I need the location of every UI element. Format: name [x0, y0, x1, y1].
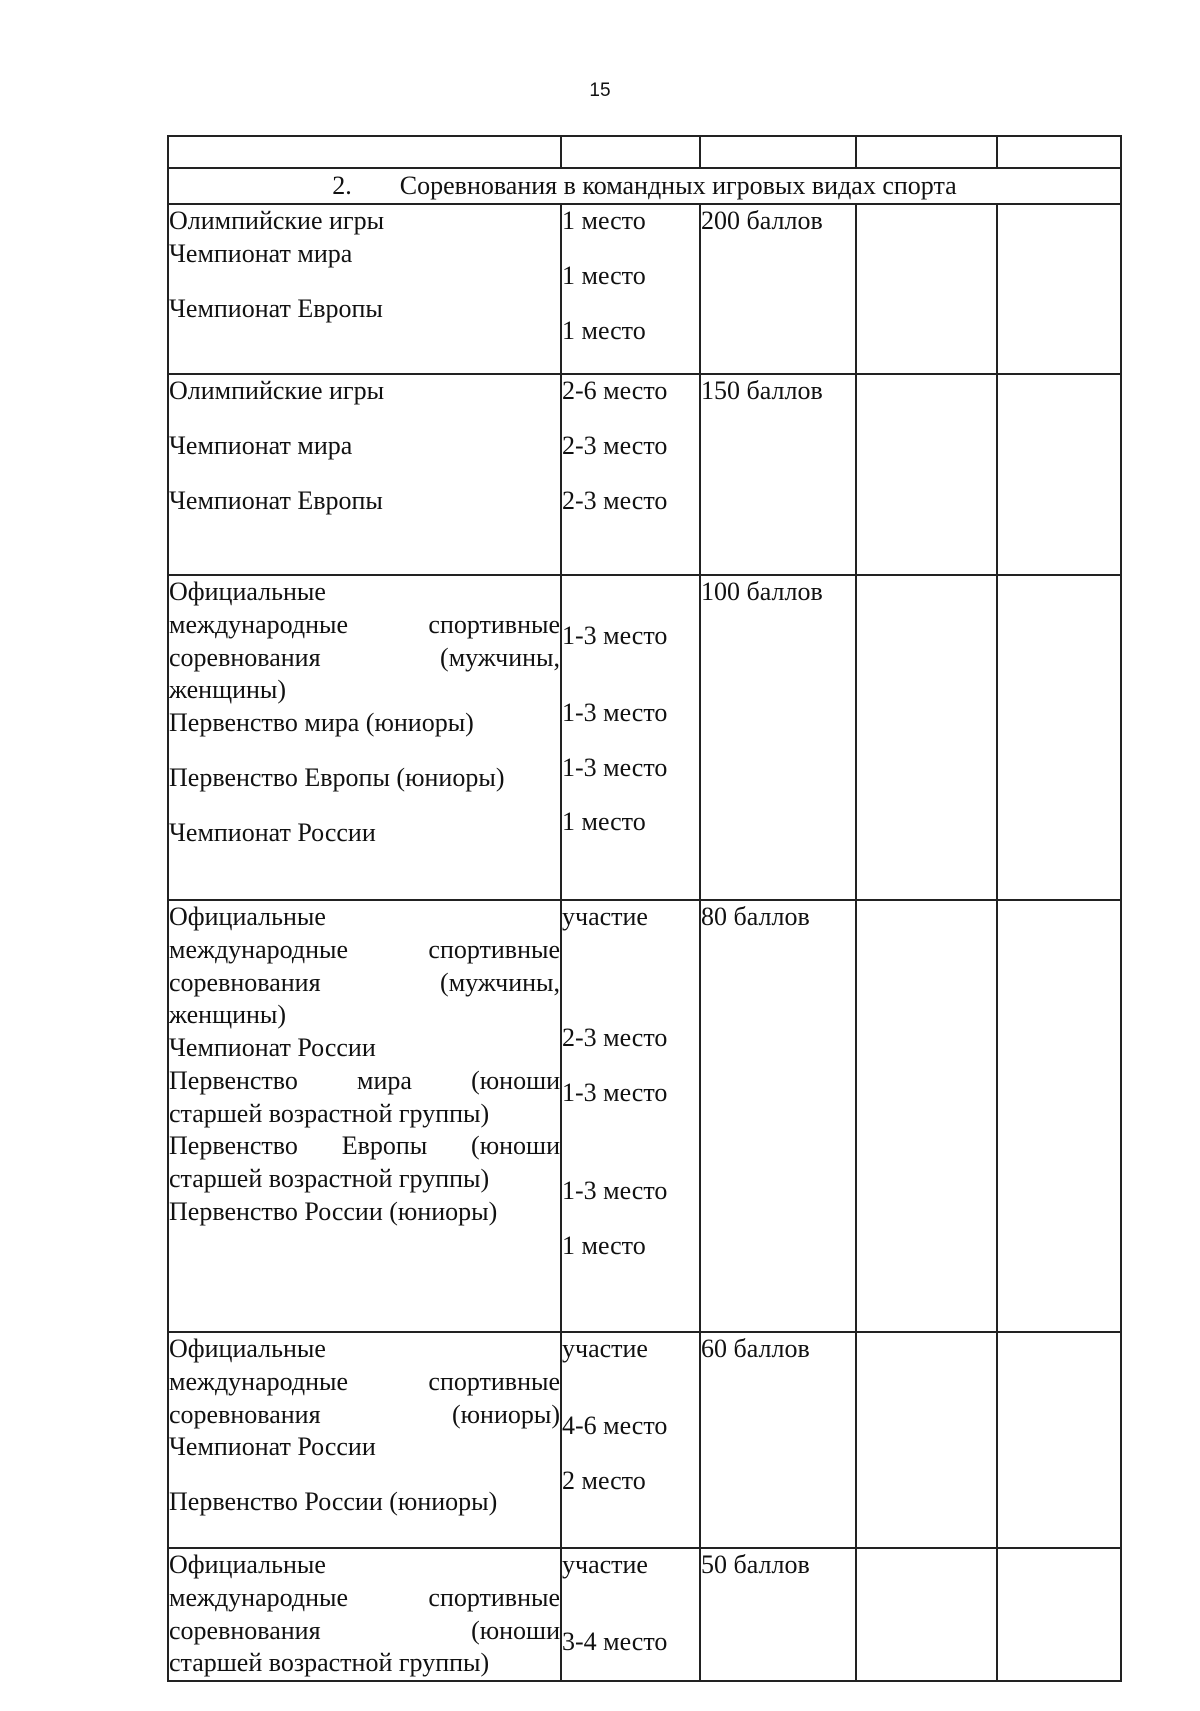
competition-name: Чемпионат мира: [169, 238, 353, 268]
competition-name: Официальные: [169, 577, 326, 606]
page-number: 15: [589, 80, 611, 101]
competition-name: старшей возрастной группы): [169, 1648, 490, 1678]
table-row: [168, 204, 1121, 374]
competition-name: международные спортивные: [169, 1582, 560, 1612]
competition-name: Чемпионат России: [169, 817, 376, 847]
points-cell: [700, 374, 856, 575]
place-cell: [561, 900, 700, 1332]
place-value: 4-6 место: [562, 1410, 668, 1440]
competition-name: Первенство мира (юниоры): [169, 708, 474, 737]
place-cell: [561, 374, 700, 575]
empty-cell: [997, 1332, 1121, 1548]
empty-cell: [856, 575, 997, 900]
empty-cell: [856, 1332, 997, 1548]
place-value: 2 место: [562, 1465, 646, 1495]
table-row: [168, 900, 1121, 1332]
empty-cell: [997, 374, 1121, 575]
competition-name: Официальные: [169, 1334, 326, 1363]
section-number: 2.: [332, 171, 352, 200]
competition-name: Чемпионат России: [169, 1432, 376, 1462]
place-value: 1 место: [562, 260, 646, 290]
points-cell: [700, 575, 856, 900]
place-value: 1-3 место: [562, 1077, 668, 1107]
place-value: 2-3 место: [562, 485, 668, 515]
empty-cell: [856, 1548, 997, 1681]
place-value: 1-3 место: [562, 621, 668, 650]
table-row: [168, 1548, 1121, 1681]
points-value: 100 баллов: [701, 577, 823, 606]
empty-cell: [856, 900, 997, 1332]
competition-name: Первенство России (юниоры): [169, 1487, 498, 1516]
place-value: 2-3 место: [562, 1022, 668, 1052]
place-value: 2-3 место: [562, 430, 668, 460]
place-cell: [561, 1548, 700, 1681]
competition-name: Первенство России (юниоры): [169, 1196, 498, 1226]
section-title: Соревнования в командных игровых видах спорта: [399, 171, 957, 200]
competition-name: соревнования (мужчины,: [169, 642, 560, 672]
place-value: 1 место: [562, 807, 646, 837]
place-cell: [561, 575, 700, 900]
section-cell: [168, 168, 1121, 204]
empty-cell: [997, 575, 1121, 900]
competition-name: Первенство Европы (юниоры): [169, 762, 505, 792]
points-value: 80 баллов: [701, 902, 810, 931]
place-value: 1 место: [562, 315, 646, 345]
empty-cell: [997, 900, 1121, 1332]
points-cell: [700, 900, 856, 1332]
points-value: 200 баллов: [701, 206, 823, 235]
competition-name: старшей возрастной группы): [169, 1098, 490, 1128]
competition-name: Олимпийские игры: [169, 206, 385, 235]
table-row: [168, 374, 1121, 575]
competition-name: Первенство Европы (юноши: [169, 1131, 560, 1161]
points-value: 60 баллов: [701, 1334, 810, 1363]
place-value: 1 место: [562, 1231, 646, 1260]
competition-name: Чемпионат мира: [169, 430, 353, 460]
place-value: участие: [562, 902, 648, 931]
competition-name: женщины): [169, 675, 287, 705]
empty-cell: [997, 204, 1121, 374]
competition-name: соревнования (мужчины,: [169, 967, 560, 997]
competition-name: Чемпионат Европы: [169, 485, 383, 515]
header-cell: [168, 136, 561, 168]
empty-cell: [997, 1548, 1121, 1681]
points-cell: [700, 1548, 856, 1681]
competition-cell: [168, 900, 561, 1332]
empty-cell: [856, 204, 997, 374]
empty-cell: [856, 374, 997, 575]
header-cell: [700, 136, 856, 168]
competition-name: соревнования (юноши: [169, 1615, 560, 1645]
competition-name: Чемпионат России: [169, 1033, 376, 1062]
place-cell: [561, 204, 700, 374]
place-value: 1-3 место: [562, 697, 668, 727]
competition-cell: [168, 1548, 561, 1681]
place-value: 2-6 место: [562, 376, 668, 405]
competition-name: Официальные: [169, 1550, 326, 1579]
place-cell: [561, 1332, 700, 1548]
place-value: участие: [562, 1334, 648, 1363]
points-value: 50 баллов: [701, 1550, 810, 1579]
place-value: 3-4 место: [562, 1626, 668, 1656]
competition-name: соревнования (юниоры): [169, 1399, 560, 1429]
competition-cell: [168, 575, 561, 900]
competition-cell: [168, 1332, 561, 1548]
table-row: [168, 1332, 1121, 1548]
header-cell: [856, 136, 997, 168]
competition-name: международные спортивные: [169, 934, 560, 964]
points-cell: [700, 1332, 856, 1548]
competition-cell: [168, 204, 561, 374]
competition-name: Чемпионат Европы: [169, 293, 383, 323]
place-value: 1 место: [562, 206, 646, 235]
place-value: 1-3 место: [562, 1176, 668, 1206]
table-row: [168, 575, 1121, 900]
competition-name: Первенство мира (юноши: [169, 1065, 560, 1095]
place-value: 1-3 место: [562, 752, 668, 782]
competition-name: международные спортивные: [169, 609, 560, 639]
table-header-row: [168, 136, 1121, 168]
section-row: [168, 168, 1121, 204]
competition-name: женщины): [169, 1000, 287, 1030]
place-value: участие: [562, 1550, 648, 1579]
competition-name: Официальные: [169, 902, 326, 931]
points-value: 150 баллов: [701, 376, 823, 405]
competition-name: международные спортивные: [169, 1366, 560, 1396]
scoring-table: [167, 135, 1122, 1682]
points-cell: [700, 204, 856, 374]
header-cell: [561, 136, 700, 168]
header-cell: [997, 136, 1121, 168]
competition-name: Олимпийские игры: [169, 376, 385, 405]
competition-cell: [168, 374, 561, 575]
competition-name: старшей возрастной группы): [169, 1164, 490, 1193]
